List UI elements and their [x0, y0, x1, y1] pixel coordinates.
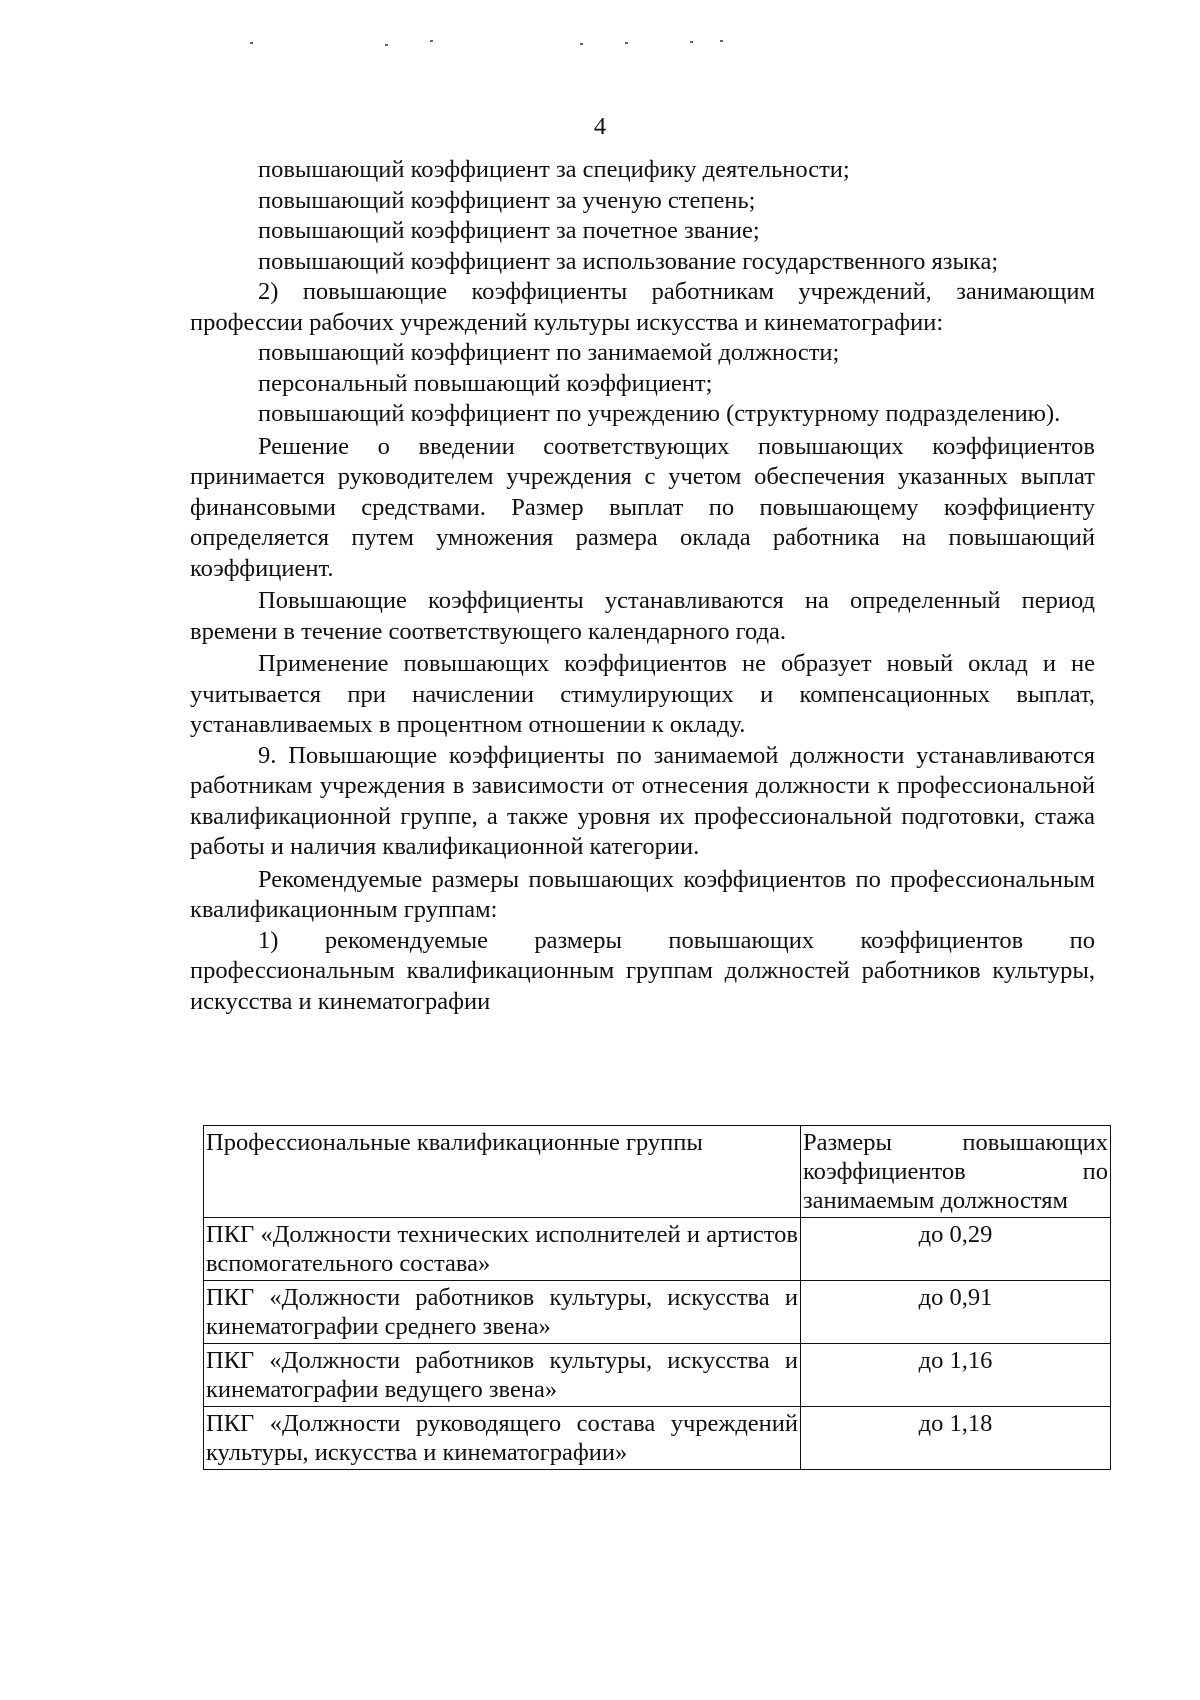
list-line: повышающий коэффициент за специфику деятельности;: [258, 156, 850, 183]
value-cell: до 1,16: [801, 1344, 1111, 1407]
list-line: персональный повышающий коэффициент;: [258, 369, 713, 397]
table-row: [204, 1218, 1111, 1281]
column-header-coefficients: Размеры повышающих коэффициентов по занимаемым должностям: [801, 1126, 1111, 1218]
application-paragraph: Применение повышающих коэффициентов не образует новый оклад и не учитывается при начислении стимулирующих и компенсационных выплат, устанавливаемых в процентном отношении к окладу.: [190, 650, 1095, 738]
value-cell: до 1,18: [801, 1407, 1111, 1470]
value-cell: до 0,29: [801, 1218, 1111, 1281]
list-line: повышающий коэффициент за ученую степень;: [258, 186, 756, 214]
coefficients-table: [203, 1125, 1111, 1470]
table-header-row: [204, 1126, 1111, 1218]
group-cell: ПКГ «Должности руководящего состава учреждений культуры, искусства и кинематографии»: [204, 1407, 801, 1470]
group-cell: ПКГ «Должности работников культуры, искусства и кинематографии ведущего звена»: [204, 1344, 801, 1407]
list-line: повышающий коэффициент за использование государственного языка;: [258, 247, 999, 275]
table-row: [204, 1281, 1111, 1344]
list-line: повышающий коэффициент за почетное звание;: [258, 217, 760, 244]
page-number: 4: [593, 113, 607, 140]
recommended-paragraph: Рекомендуемые размеры повышающих коэффициентов по профессиональным квалификационным группам:: [190, 865, 1095, 923]
item-2-paragraph: 2) повышающие коэффициенты работникам учреждений, занимающим профессии рабочих учреждений культуры искусства и кинематографии:: [190, 278, 1095, 336]
column-header-groups: Профессиональные квалификационные группы: [204, 1126, 801, 1218]
list-line: повышающий коэффициент по занимаемой должности;: [258, 339, 840, 366]
section-9-paragraph: 9. Повышающие коэффициенты по занимаемой должности устанавливаются работникам учреждения в зависимости от отнесения должности к профессиональной квалификационной группе, а также уровня их профессиональной подготовки, стажа работы и наличия квалификационной категории.: [190, 741, 1095, 860]
table-row: [204, 1344, 1111, 1407]
group-cell: ПКГ «Должности технических исполнителей и артистов вспомогательного состава»: [204, 1218, 801, 1281]
document-body: [190, 155, 1095, 1017]
group-cell: ПКГ «Должности работников культуры, искусства и кинематографии среднего звена»: [204, 1281, 801, 1344]
period-paragraph: Повышающие коэффициенты устанавливаются на определенный период времени в течение соответствующего календарного года.: [190, 587, 1095, 645]
item-1-paragraph: 1) рекомендуемые размеры повышающих коэффициентов по профессиональным квалификационным группам должностей работников культуры, искусства и кинематографии: [190, 926, 1095, 1015]
value-cell: до 0,91: [801, 1281, 1111, 1344]
scan-artifacts: [250, 40, 750, 48]
table-row: [204, 1407, 1111, 1470]
list-line-last: повышающий коэффициент по учреждению (структурному подразделению).: [258, 400, 1061, 427]
decision-paragraph: Решение о введении соответствующих повышающих коэффициентов принимается руководителем учреждения с учетом обеспечения указанных выплат финансовыми средствами. Размер выплат по повышающему коэффициенту определяется путем умножения размера оклада работника на повышающий коэффициент.: [190, 432, 1095, 582]
